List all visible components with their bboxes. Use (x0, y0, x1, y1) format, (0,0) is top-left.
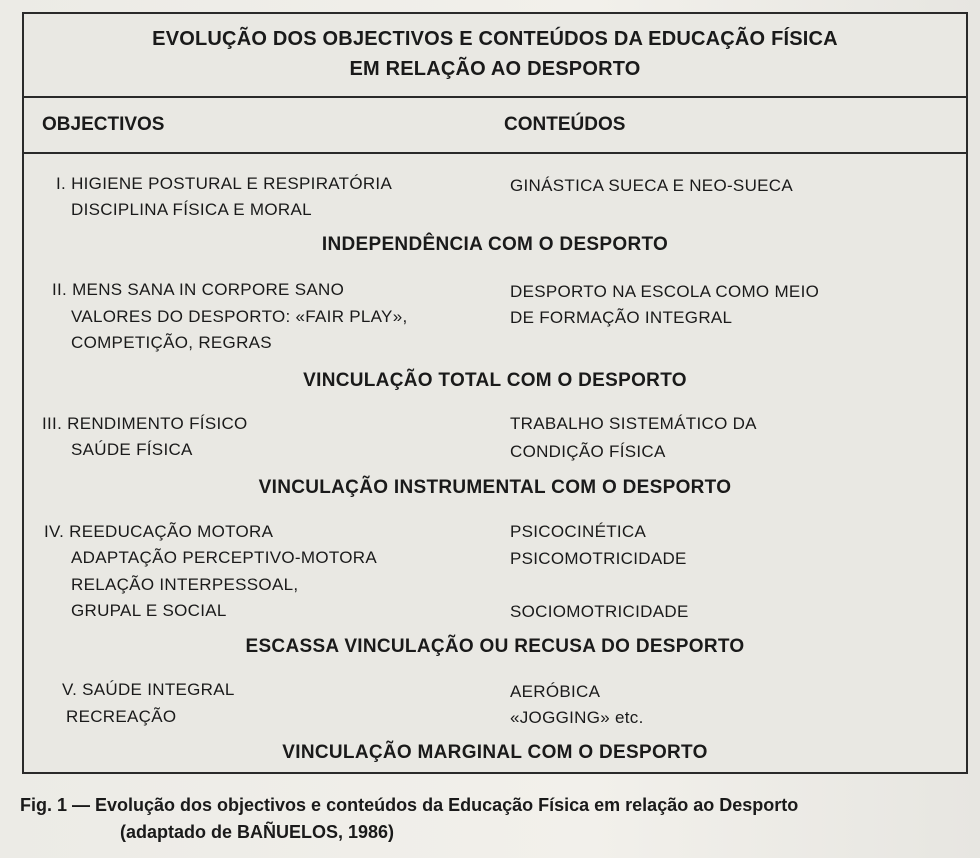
row2-content-1: DESPORTO NA ESCOLA COMO MEIO (510, 282, 820, 301)
title-line-1: EVOLUÇÃO DOS OBJECTIVOS E CONTEÚDOS DA EDUCAÇÃO FÍSICA (152, 28, 838, 50)
relation-band-2: VINCULAÇÃO TOTAL COM O DESPORTO (303, 370, 687, 391)
figure-table (22, 12, 968, 774)
row2-objective-1: II. MENS SANA IN CORPORE SANO (52, 280, 345, 299)
row5-content-2: «JOGGING» etc. (510, 708, 644, 727)
row3-objective-1: III. RENDIMENTO FÍSICO (42, 414, 248, 433)
row1-content-1: GINÁSTICA SUECA E NEO-SUECA (510, 176, 793, 195)
row2-objective-3: COMPETIÇÃO, REGRAS (71, 333, 272, 352)
row1-objective-2: DISCIPLINA FÍSICA E MORAL (71, 200, 312, 219)
table-title (24, 14, 966, 98)
row2-content-2: DE FORMAÇÃO INTEGRAL (510, 308, 733, 327)
row4-content-2: PSICOMOTRICIDADE (510, 549, 687, 568)
row5-objective-1: V. SAÚDE INTEGRAL (62, 680, 235, 699)
row3-content-1: TRABALHO SISTEMÁTICO DA (510, 414, 757, 433)
row4-objective-1: IV. REEDUCAÇÃO MOTORA (44, 522, 274, 541)
relation-band-1: INDEPENDÊNCIA COM O DESPORTO (321, 234, 669, 255)
row3-objective-2: SAÚDE FÍSICA (71, 440, 193, 459)
column-headers (24, 98, 966, 154)
relation-band-5: VINCULAÇÃO MARGINAL COM O DESPORTO (282, 742, 708, 763)
row5-content-1: AERÓBICA (510, 682, 601, 701)
title-line-2: EM RELAÇÃO AO DESPORTO (349, 58, 641, 80)
relation-band-4: ESCASSA VINCULAÇÃO OU RECUSA DO DESPORTO (245, 636, 745, 657)
header-objectives: OBJECTIVOS (42, 114, 165, 135)
row4-objective-3: RELAÇÃO INTERPESSOAL, (71, 575, 299, 594)
figure-caption-line-1: Fig. 1 — Evolução dos objectivos e conteúdos da Educação Física em relação ao Desporto (20, 795, 799, 815)
row5-objective-2: RECREAÇÃO (66, 707, 177, 726)
row1-objective-1: I. HIGIENE POSTURAL E RESPIRATÓRIA (56, 174, 393, 193)
row4-content-1: PSICOCINÉTICA (510, 522, 647, 541)
relation-band-3: VINCULAÇÃO INSTRUMENTAL COM O DESPORTO (258, 477, 732, 498)
row4-content-3: SOCIOMOTRICIDADE (510, 602, 689, 621)
row3-content-2: CONDIÇÃO FÍSICA (510, 442, 666, 461)
figure-caption-line-2: (adaptado de BAÑUELOS, 1986) (120, 822, 395, 842)
row4-objective-4: GRUPAL E SOCIAL (71, 601, 227, 620)
row4-objective-2: ADAPTAÇÃO PERCEPTIVO-MOTORA (71, 548, 377, 567)
row2-objective-2: VALORES DO DESPORTO: «FAIR PLAY», (71, 307, 408, 326)
header-contents: CONTEÚDOS (504, 114, 626, 135)
